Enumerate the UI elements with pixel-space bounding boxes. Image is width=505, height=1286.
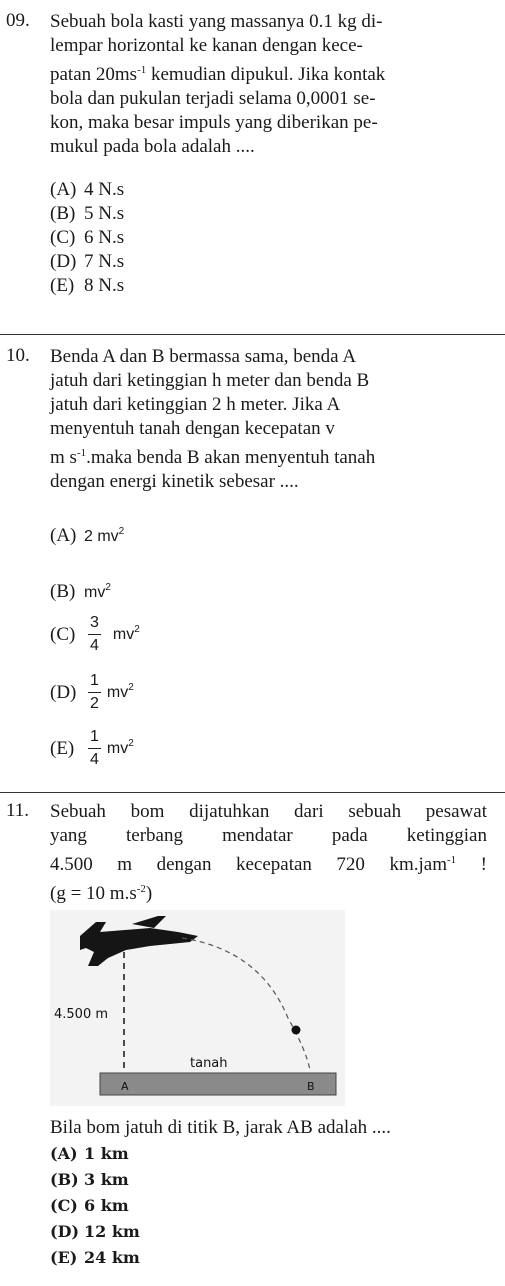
fraction: $\frac{1}{4}$ bbox=[90, 728, 99, 768]
bomb-trajectory-figure bbox=[50, 910, 345, 1106]
option-b[interactable]: (B) $mv^2$ bbox=[50, 581, 111, 602]
text-line: patan $20ms^{-1}$ kemudian dipukul. Jika kontak bbox=[50, 64, 386, 85]
text-line: lempar horizontal ke kanan dengan kece- bbox=[50, 35, 363, 56]
option-e[interactable]: (E) 24 km bbox=[50, 1248, 140, 1267]
option-a[interactable]: (A) 4 N.s bbox=[50, 179, 125, 200]
option-c[interactable]: (C) 6 km bbox=[50, 1196, 129, 1215]
text-line: menyentuh tanah dengan kecepatan v bbox=[50, 418, 335, 439]
question-number: 11. bbox=[6, 800, 30, 821]
question-prompt: Bila bom jatuh di titik B, jarak AB adalah .... bbox=[50, 1117, 391, 1138]
option-c[interactable]: (C) 6 N.s bbox=[50, 227, 125, 248]
ground-bar bbox=[100, 1073, 336, 1095]
text-line: Sebuah bom dijatuhkan dari sebuah pesawat bbox=[50, 801, 487, 822]
option-b[interactable]: (B) 3 km bbox=[50, 1170, 129, 1189]
text-line: Sebuah bola kasti yang massanya 0.1 kg di- bbox=[50, 11, 383, 32]
text-line: Benda A dan B bermassa sama, benda A bbox=[50, 346, 357, 367]
text-line: 4.500 m dengan kecepatan 720 km.jam$^{-1}$ ! bbox=[50, 854, 488, 875]
question-text bbox=[50, 345, 487, 494]
text-line: bola dan pukulan terjadi selama 0,0001 se- bbox=[50, 88, 376, 109]
option-a[interactable]: (A) 2 $mv^2$ bbox=[50, 525, 125, 546]
text-line: dengan energi kinetik sebesar .... bbox=[50, 471, 299, 492]
text-line: jatuh dari ketinggian h meter dan benda B bbox=[50, 370, 370, 391]
option-d[interactable]: (D) 7 N.s bbox=[50, 251, 125, 272]
question-number: 09. bbox=[6, 10, 30, 31]
option-c[interactable]: (C) $\frac{3}{4}$ $mv^2$ bbox=[50, 614, 140, 654]
height-label: 4.500 m bbox=[54, 1007, 109, 1022]
text-line: (g = 10 $m.s^{-2}$) bbox=[50, 883, 153, 904]
bomb-dot bbox=[292, 1026, 301, 1035]
text-line: mukul pada bola adalah .... bbox=[50, 136, 255, 157]
option-e[interactable]: (E) 8 N.s bbox=[50, 275, 125, 296]
airplane-icon bbox=[80, 916, 198, 966]
divider bbox=[0, 792, 505, 793]
question-text bbox=[50, 800, 487, 906]
option-d[interactable]: (D) 12 km bbox=[50, 1222, 140, 1241]
point-b-label: B bbox=[307, 1080, 315, 1093]
question-text bbox=[50, 10, 487, 159]
question-number: 10. bbox=[6, 345, 30, 366]
ground-label: tanah bbox=[190, 1056, 228, 1071]
trajectory-dashed-path bbox=[182, 938, 310, 1070]
text-line: jatuh dari ketinggian 2 h meter. Jika A bbox=[50, 394, 341, 415]
point-a-label: A bbox=[121, 1080, 129, 1093]
fraction: $\frac{1}{2}$ bbox=[90, 672, 99, 712]
fraction: $\frac{3}{4}$ bbox=[90, 614, 99, 654]
option-b[interactable]: (B) 5 N.s bbox=[50, 203, 125, 224]
option-d[interactable]: (D) $\frac{1}{2}$ $mv^2$ bbox=[50, 672, 134, 712]
text-line: yang terbang mendatar pada ketinggian bbox=[50, 825, 487, 846]
divider bbox=[0, 334, 505, 335]
option-e[interactable]: (E) $\frac{1}{4}$ $mv^2$ bbox=[50, 728, 134, 768]
option-a[interactable]: (A) 1 km bbox=[50, 1144, 129, 1163]
figure-drawing bbox=[50, 910, 345, 1106]
text-line: kon, maka besar impuls yang diberikan pe- bbox=[50, 112, 378, 133]
text-line: m $s^{-1}.maka$ benda B akan menyentuh tanah bbox=[50, 447, 376, 468]
